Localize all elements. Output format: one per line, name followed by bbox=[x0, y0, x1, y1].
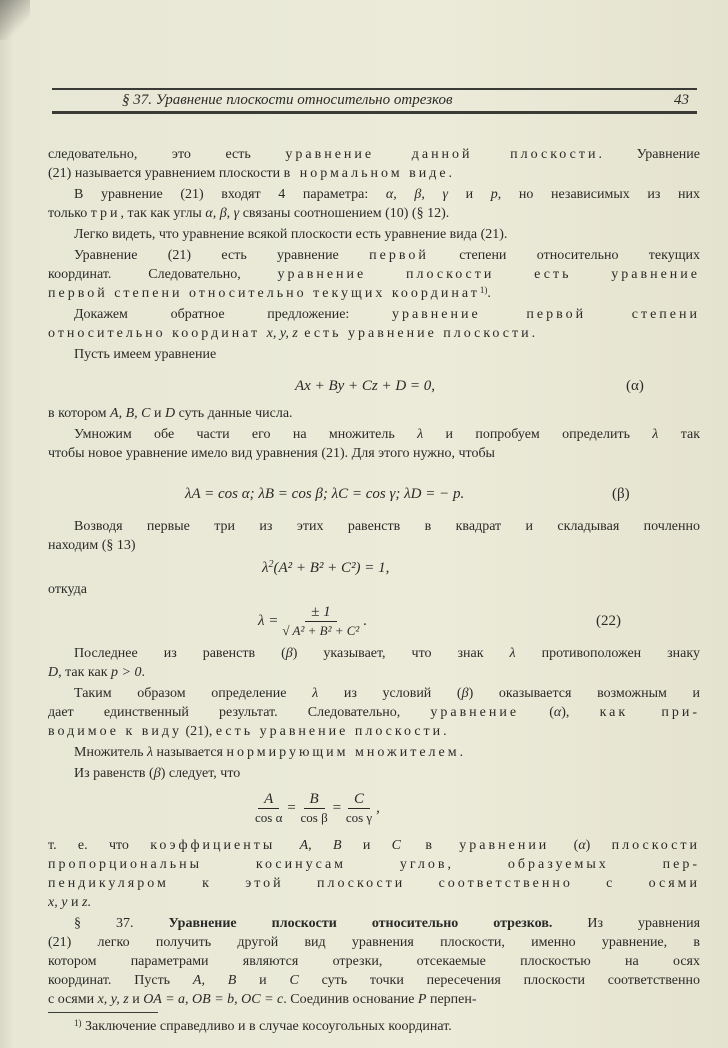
text-run: λ bbox=[312, 686, 319, 701]
paragraph bbox=[48, 305, 700, 343]
numerator: ± 1 bbox=[305, 604, 336, 622]
text-run: водимое к виду bbox=[48, 724, 182, 739]
text-line bbox=[48, 874, 700, 893]
text-run: есть уравнение плоскости bbox=[297, 326, 532, 341]
footnote-rule bbox=[48, 1012, 158, 1013]
text-run: нормирующим множителем bbox=[226, 745, 460, 760]
running-header bbox=[52, 91, 697, 109]
text-run: степени относительно текущих bbox=[428, 248, 700, 263]
text-run: . Уравнение bbox=[598, 147, 700, 162]
text-run: Пусть имеем уравнение bbox=[74, 347, 217, 362]
text-run: Из равенств ( bbox=[74, 766, 154, 781]
text-run: в уравнении bbox=[401, 838, 574, 853]
text-run: x, y, z bbox=[97, 992, 129, 1007]
denominator: cos α bbox=[255, 809, 283, 825]
footnote-marker: 1) bbox=[74, 1018, 82, 1028]
paragraph bbox=[48, 743, 700, 762]
text-line bbox=[48, 952, 700, 971]
equation-label-22: (22) bbox=[596, 613, 621, 629]
text-run: Умножим обе части его на множитель bbox=[74, 427, 418, 442]
text-run: . bbox=[87, 895, 91, 910]
numerator: B bbox=[304, 791, 325, 809]
text-run: называется bbox=[153, 745, 227, 760]
punctuation: , bbox=[376, 799, 380, 816]
text-run: A, B bbox=[192, 973, 237, 988]
text-run: (21), bbox=[182, 724, 216, 739]
text-run: ) указывает, что знак bbox=[292, 646, 510, 661]
paragraph bbox=[48, 644, 700, 682]
equation-beta: λA = cos α; λB = cos β; λC = cos γ; λD = − p. bbox=[185, 486, 465, 502]
text-run: x, y, z bbox=[266, 326, 298, 341]
text-run: Множитель bbox=[74, 745, 147, 760]
text-run: так bbox=[658, 427, 700, 442]
text-line bbox=[48, 536, 700, 555]
text-run: λ bbox=[417, 427, 424, 442]
text-run: откуда bbox=[48, 582, 87, 597]
text-run: , так как bbox=[58, 665, 112, 680]
paragraph bbox=[48, 517, 700, 555]
page-number: 43 bbox=[674, 92, 689, 108]
text-run: Таким образом определение bbox=[74, 686, 313, 701]
text-run: (21) легко получить другой вид уравнения плоскости, именно уравнение, в bbox=[48, 935, 700, 950]
text-run: Из уравнения bbox=[552, 916, 700, 931]
text-run: Уравнение (21) есть уравнение bbox=[74, 248, 370, 263]
text-run: x, y bbox=[48, 895, 68, 910]
text-run: . bbox=[487, 286, 491, 301]
text-run: C bbox=[391, 838, 402, 853]
paragraph bbox=[48, 580, 700, 599]
lambda: λ bbox=[262, 560, 269, 576]
text-line bbox=[48, 324, 700, 343]
text-line bbox=[48, 444, 700, 463]
text-run: . bbox=[448, 166, 453, 181]
running-title: § 37. Уравнение плоскости относительно отрезков bbox=[122, 92, 453, 108]
text-line bbox=[48, 764, 700, 783]
paragraph bbox=[48, 225, 700, 244]
text-run: перпен- bbox=[426, 992, 477, 1007]
text-line bbox=[48, 914, 700, 933]
text-run: суть точки пересечения плоскости соответственно bbox=[298, 973, 700, 988]
denominator: cos γ bbox=[345, 809, 373, 825]
text-line bbox=[48, 644, 700, 663]
text-run: α bbox=[553, 705, 562, 720]
text-run: координат. Следовательно, bbox=[48, 267, 278, 282]
text-run: суть данные числа. bbox=[175, 406, 293, 421]
lambda-lhs: λ = bbox=[258, 612, 279, 629]
punctuation: . bbox=[363, 612, 368, 629]
text-run: уравнение первой степени bbox=[391, 307, 700, 322]
text-run: λ bbox=[509, 646, 516, 661]
text-run: λ bbox=[146, 745, 154, 760]
fraction-b bbox=[301, 791, 328, 826]
header-rule-top bbox=[52, 88, 697, 90]
header-rule-bottom bbox=[52, 111, 697, 114]
text-line bbox=[48, 1017, 700, 1036]
text-run: пендикуляром к этой плоскости соответственно с осями bbox=[48, 876, 700, 891]
text-run: β bbox=[285, 646, 293, 661]
text-line bbox=[48, 836, 700, 855]
text-run: . bbox=[443, 724, 447, 739]
text-run: , так как углы bbox=[120, 206, 206, 221]
text-run: и bbox=[236, 973, 290, 988]
text-run: и bbox=[150, 406, 165, 421]
text-run: P bbox=[417, 992, 427, 1007]
text-run: и bbox=[67, 895, 82, 910]
text-run: z bbox=[81, 895, 88, 910]
text-run: координат. Пусть bbox=[48, 973, 193, 988]
text-run: есть уравнение плоскости bbox=[215, 724, 444, 739]
paragraph bbox=[48, 185, 700, 223]
text-run: β bbox=[153, 766, 161, 781]
text-run: и попробуем определить bbox=[423, 427, 653, 442]
equation-label-alpha: (α) bbox=[626, 378, 644, 394]
text-run: . bbox=[531, 326, 536, 341]
text-run: первой bbox=[369, 248, 429, 263]
text-run: D bbox=[48, 665, 59, 680]
text-run: . bbox=[459, 745, 464, 760]
paragraph bbox=[48, 684, 700, 741]
text-line bbox=[48, 246, 700, 265]
numerator: A bbox=[258, 791, 279, 809]
equation-alpha: Ax + By + Cz + D = 0, bbox=[295, 378, 436, 394]
text-run: A, B bbox=[299, 838, 342, 853]
text-run: β bbox=[461, 686, 469, 701]
text-run: находим (§ 13) bbox=[48, 538, 136, 553]
text-run: Уравнение плоскости относительно отрезков. bbox=[168, 916, 553, 931]
denominator: cos β bbox=[300, 809, 328, 825]
text-run: противоположен знаку bbox=[515, 646, 700, 661]
exponent: 2 bbox=[268, 559, 274, 570]
text-run: уравнение данной плоскости bbox=[285, 147, 599, 162]
text-run: ) bbox=[585, 838, 612, 853]
text-run: ( bbox=[573, 838, 579, 853]
paragraph bbox=[48, 914, 700, 1009]
text-line bbox=[48, 265, 700, 284]
text-line bbox=[48, 305, 700, 324]
paragraph bbox=[48, 764, 700, 783]
text-run: C bbox=[289, 973, 299, 988]
text-run: . bbox=[141, 665, 145, 680]
text-line bbox=[48, 971, 700, 990]
text-run: A, B, C bbox=[110, 406, 151, 421]
numerator: C bbox=[348, 791, 370, 809]
equation-ratio bbox=[255, 790, 380, 826]
text-run: Последнее из равенств ( bbox=[74, 646, 286, 661]
text-run: пропорциональны косинусам углов, образуемых пер- bbox=[48, 857, 700, 872]
text-line bbox=[48, 284, 700, 303]
text-run: из условий ( bbox=[318, 686, 462, 701]
text-run: p bbox=[490, 187, 498, 202]
paragraph bbox=[48, 404, 700, 423]
text-run: Возводя первые три из этих равенств в квадрат и складывая почленно bbox=[74, 519, 700, 534]
text-line bbox=[48, 185, 700, 204]
text-line bbox=[48, 580, 700, 599]
fraction bbox=[282, 604, 359, 639]
text-line bbox=[48, 684, 700, 703]
text-run: ) следует, что bbox=[160, 766, 241, 781]
text-run: с осями bbox=[48, 992, 98, 1007]
text-run: p > 0 bbox=[111, 665, 142, 680]
text-line bbox=[48, 933, 700, 952]
text-run: § 37. bbox=[74, 916, 169, 931]
text-run: т. е. что bbox=[48, 838, 151, 853]
equation-label-beta: (β) bbox=[612, 486, 630, 502]
text-line bbox=[48, 164, 700, 183]
text-run: как при- bbox=[599, 705, 700, 720]
text-run: только bbox=[48, 206, 91, 221]
text-run: в котором bbox=[48, 406, 111, 421]
text-run: первой степени относительно текущих координат bbox=[48, 286, 480, 301]
text-run: ( bbox=[519, 705, 554, 720]
text-run: (21) называется уравнением плоскости bbox=[48, 166, 284, 181]
text-run: ), bbox=[561, 705, 600, 720]
text-run: плоскости bbox=[611, 838, 700, 853]
text-line bbox=[48, 855, 700, 874]
text-run: и bbox=[341, 838, 392, 853]
text-line bbox=[48, 345, 700, 364]
text-line bbox=[48, 145, 700, 164]
fraction-c bbox=[346, 791, 372, 826]
paragraph bbox=[48, 345, 700, 364]
text-run: OA = a, OB = b, OC = c bbox=[143, 992, 284, 1007]
paragraph bbox=[48, 145, 700, 183]
text-run: α, β, γ bbox=[385, 187, 449, 202]
text-line bbox=[48, 517, 700, 536]
equation-lambda-squared bbox=[262, 559, 389, 577]
text-run: D bbox=[165, 406, 176, 421]
text-run: относительно координат bbox=[48, 326, 267, 341]
text-line bbox=[48, 703, 700, 722]
text-run: коэффициенты bbox=[150, 838, 300, 853]
text-run: ) оказывается возможным и bbox=[468, 686, 700, 701]
text-run: λ bbox=[652, 427, 659, 442]
text-line bbox=[48, 990, 700, 1009]
text-line bbox=[48, 893, 700, 912]
text-run: дает единственный результат. Следовательно, bbox=[48, 705, 431, 720]
text-run: уравнение плоскости есть уравнение bbox=[277, 267, 700, 282]
text-line bbox=[48, 425, 700, 444]
equals: = bbox=[286, 799, 297, 816]
text-run: уравнение bbox=[430, 705, 520, 720]
text-line bbox=[48, 404, 700, 423]
text-line bbox=[48, 204, 700, 223]
footnote bbox=[48, 1017, 700, 1036]
text-run: . Соединив основание bbox=[283, 992, 418, 1007]
text-run: Докажем обратное предложение: bbox=[74, 307, 392, 322]
text-line bbox=[48, 722, 700, 741]
paragraph bbox=[48, 425, 700, 463]
text-run: котором параметрами являются отрезки, отсекаемые плоскостью на осях bbox=[48, 954, 700, 969]
text-run: α bbox=[578, 838, 586, 853]
paragraph bbox=[48, 836, 700, 912]
text-run: Заключение справедливо и в случае косоугольных координат. bbox=[81, 1019, 452, 1034]
text-run: Легко видеть, что уравнение всякой плоскости есть уравнение вида (21). bbox=[74, 227, 508, 242]
text-run: чтобы новое уравнение имело вид уравнения (21). Для этого нужно, чтобы bbox=[48, 446, 495, 461]
equals: = bbox=[331, 799, 342, 816]
equation-22 bbox=[258, 603, 367, 639]
text-line bbox=[48, 743, 700, 762]
sum-squares: (A² + B² + C²) = 1, bbox=[273, 560, 390, 576]
text-run: следовательно, это есть bbox=[48, 147, 286, 162]
text-run: В уравнение (21) входят 4 параметра: bbox=[74, 187, 386, 202]
text-run: в нормальном виде bbox=[283, 166, 449, 181]
denominator: √ A² + B² + C² bbox=[282, 622, 360, 638]
text-run: три bbox=[90, 206, 121, 221]
text-run: связаны соотношением (10) (§ 12). bbox=[239, 206, 450, 221]
text-run: , но независимых из них bbox=[497, 187, 700, 202]
text-run: и bbox=[448, 187, 491, 202]
scan-shadow bbox=[0, 0, 30, 40]
footnote-marker: 1) bbox=[479, 285, 488, 295]
paragraph bbox=[48, 246, 700, 303]
text-run: α, β, γ bbox=[205, 206, 240, 221]
text-line bbox=[48, 663, 700, 682]
text-run: и bbox=[128, 992, 144, 1007]
fraction-a bbox=[255, 791, 282, 826]
text-line bbox=[48, 225, 700, 244]
